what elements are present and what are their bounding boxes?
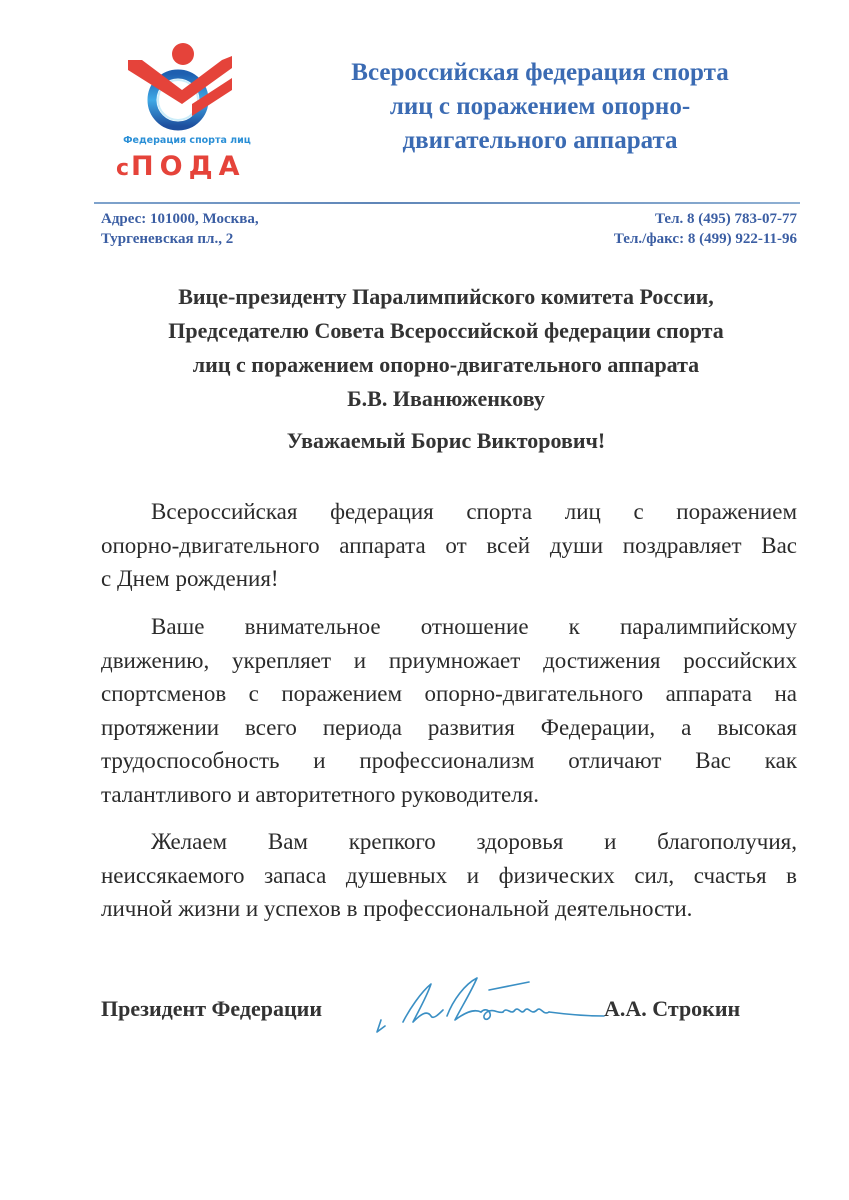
handwritten-signature-icon — [369, 970, 609, 1040]
body-paragraph-appreciation — [101, 610, 797, 811]
paragraph-line: неиссякаемого запаса душевных и физических сил, счастья в — [101, 862, 797, 888]
addressee-line: Председателю Совета Всероссийской федерации спорта — [168, 318, 724, 343]
logo-brand — [116, 151, 266, 182]
paragraph-line: с Днем рождения! — [101, 566, 279, 591]
paragraph-line: талантливого и авторитетного руководителя. — [101, 781, 539, 807]
logo-brand-prefix: с — [116, 156, 132, 181]
paragraph-line: Ваше внимательное отношение к паралимпийскому — [151, 614, 797, 639]
paragraph-line: трудоспособность и профессионализм отличают Вас как — [101, 748, 797, 773]
paragraph-line: Всероссийская федерация спорта лиц с поражением — [151, 499, 797, 524]
paragraph-line: личной жизни и успехов в профессиональной деятельности. — [101, 896, 693, 921]
organization-title-line: Всероссийская федерация спорта — [351, 59, 729, 86]
logo-caption: Федерация спорта лиц — [123, 135, 251, 146]
phone-line: Тел. 8 (495) 783-07-77 — [655, 211, 797, 227]
phone-block — [614, 209, 797, 249]
organization-title-line: лиц с поражением опорно- — [389, 93, 691, 120]
fax-line: Тел./факс: 8 (499) 922-11-96 — [613, 231, 797, 247]
paragraph-line: Желаем Вам крепкого здоровья и благополучия, — [151, 829, 797, 854]
address-block — [101, 209, 259, 249]
paragraph-line: движению, укрепляет и приумножает достижения российских — [101, 647, 797, 673]
organization-title — [285, 56, 795, 158]
header-divider — [94, 202, 800, 204]
logo-brand-main: ПОДА — [131, 151, 246, 182]
organization-title-line: двигательного аппарата — [402, 127, 678, 154]
addressee-line: лиц с поражением опорно-двигательного аппарата — [192, 352, 700, 377]
signatory-title: Президент Федерации — [101, 996, 323, 1021]
addressee-line: Вице-президенту Паралимпийского комитета России, — [178, 284, 714, 309]
address-line: Тургеневская пл., 2 — [101, 231, 234, 247]
salutation: Уважаемый Борис Викторович! — [286, 428, 606, 453]
body-paragraph-congratulation — [101, 495, 797, 596]
signatory-name: А.А. Строкин — [604, 996, 741, 1021]
signature-block — [101, 990, 781, 1040]
paragraph-line: опорно-двигательного аппарата от всей души поздравляет Вас — [101, 532, 797, 558]
federation-emblem-icon — [120, 38, 250, 136]
addressee-name: Б.В. Иванюженкову — [347, 386, 545, 411]
paragraph-line: спортсменов с поражением опорно-двигательного аппарата на — [101, 681, 797, 706]
federation-logo — [112, 38, 262, 188]
address-line: Адрес: 101000, Москва, — [101, 211, 259, 227]
paragraph-line: протяжении всего периода развития Федерации, а высокая — [101, 714, 797, 740]
body-paragraph-wishes — [101, 825, 797, 926]
addressee-block — [90, 280, 802, 416]
